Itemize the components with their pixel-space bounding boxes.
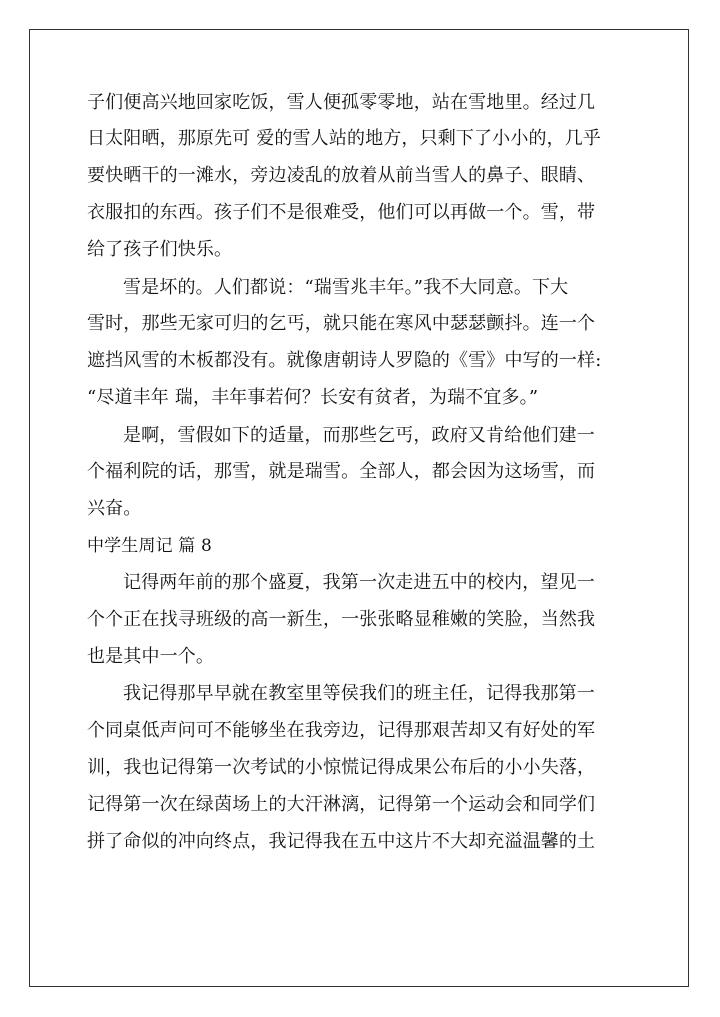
text-line: 遮挡风雪的木板都没有。就像唐朝诗人罗隐的《雪》中写的一样: [87, 350, 602, 371]
section-heading: 中学生周记 篇 8 [87, 536, 212, 556]
text-line: 日太阳晒，那原先可 爱的雪人站的地方，只剩下了小小的，几乎 [87, 128, 602, 149]
text-line: 个同桌低声问可不能够坐在我旁边，记得那艰苦却又有好处的军 [87, 720, 596, 741]
text-line: 雪时，那些无家可归的乞丐，就只能在寒风中瑟瑟颤抖。连一个 [87, 313, 596, 334]
text-line: 衣服扣的东西。孩子们不是很难受，他们可以再做一个。雪，带 [87, 202, 596, 223]
paragraph-first-line: 我记得那早早就在教室里等侯我们的班主任，记得我那第一 [123, 683, 595, 704]
text-line: 记得第一次在绿茵场上的大汗淋漓，记得第一个运动会和同学们 [87, 794, 596, 815]
text-line: 个个正在找寻班级的高一新生，一张张略显稚嫩的笑脸，当然我 [87, 609, 596, 630]
paragraph-first-line: 是啊，雪假如下的适量，而那些乞丐，政府又肯给他们建一 [123, 425, 595, 446]
paragraph-first-line: 雪是坏的。人们都说：“瑞雪兆丰年。”我不大同意。下大 [123, 277, 569, 298]
text-line: 拼了命似的冲向终点，我记得我在五中这片不大却充溢温馨的土 [87, 831, 596, 852]
text-line: 训，我也记得第一次考试的小惊慌记得成果公布后的小小失落， [87, 757, 596, 778]
text-line: 要快晒干的一滩水，旁边凌乱的放着从前当雪人的鼻子、眼睛、 [87, 165, 596, 186]
text-line: 个福利院的话，那雪，就是瑞雪。全部人，都会因为这场雪，而 [87, 461, 596, 482]
quote-line: “尽道丰年 瑞，丰年事若何？长安有贫者，为瑞不宜多。” [87, 387, 539, 408]
text-line: 兴奋。 [87, 498, 142, 519]
text-line: 也是其中一个。 [87, 646, 215, 667]
paragraph-first-line: 记得两年前的那个盛夏，我第一次走进五中的校内，望见一 [123, 572, 595, 593]
text-line: 给了孩子们快乐。 [87, 239, 233, 260]
text-line: 子们便高兴地回家吃饭，雪人便孤零零地，站在雪地里。经过几 [87, 92, 596, 113]
